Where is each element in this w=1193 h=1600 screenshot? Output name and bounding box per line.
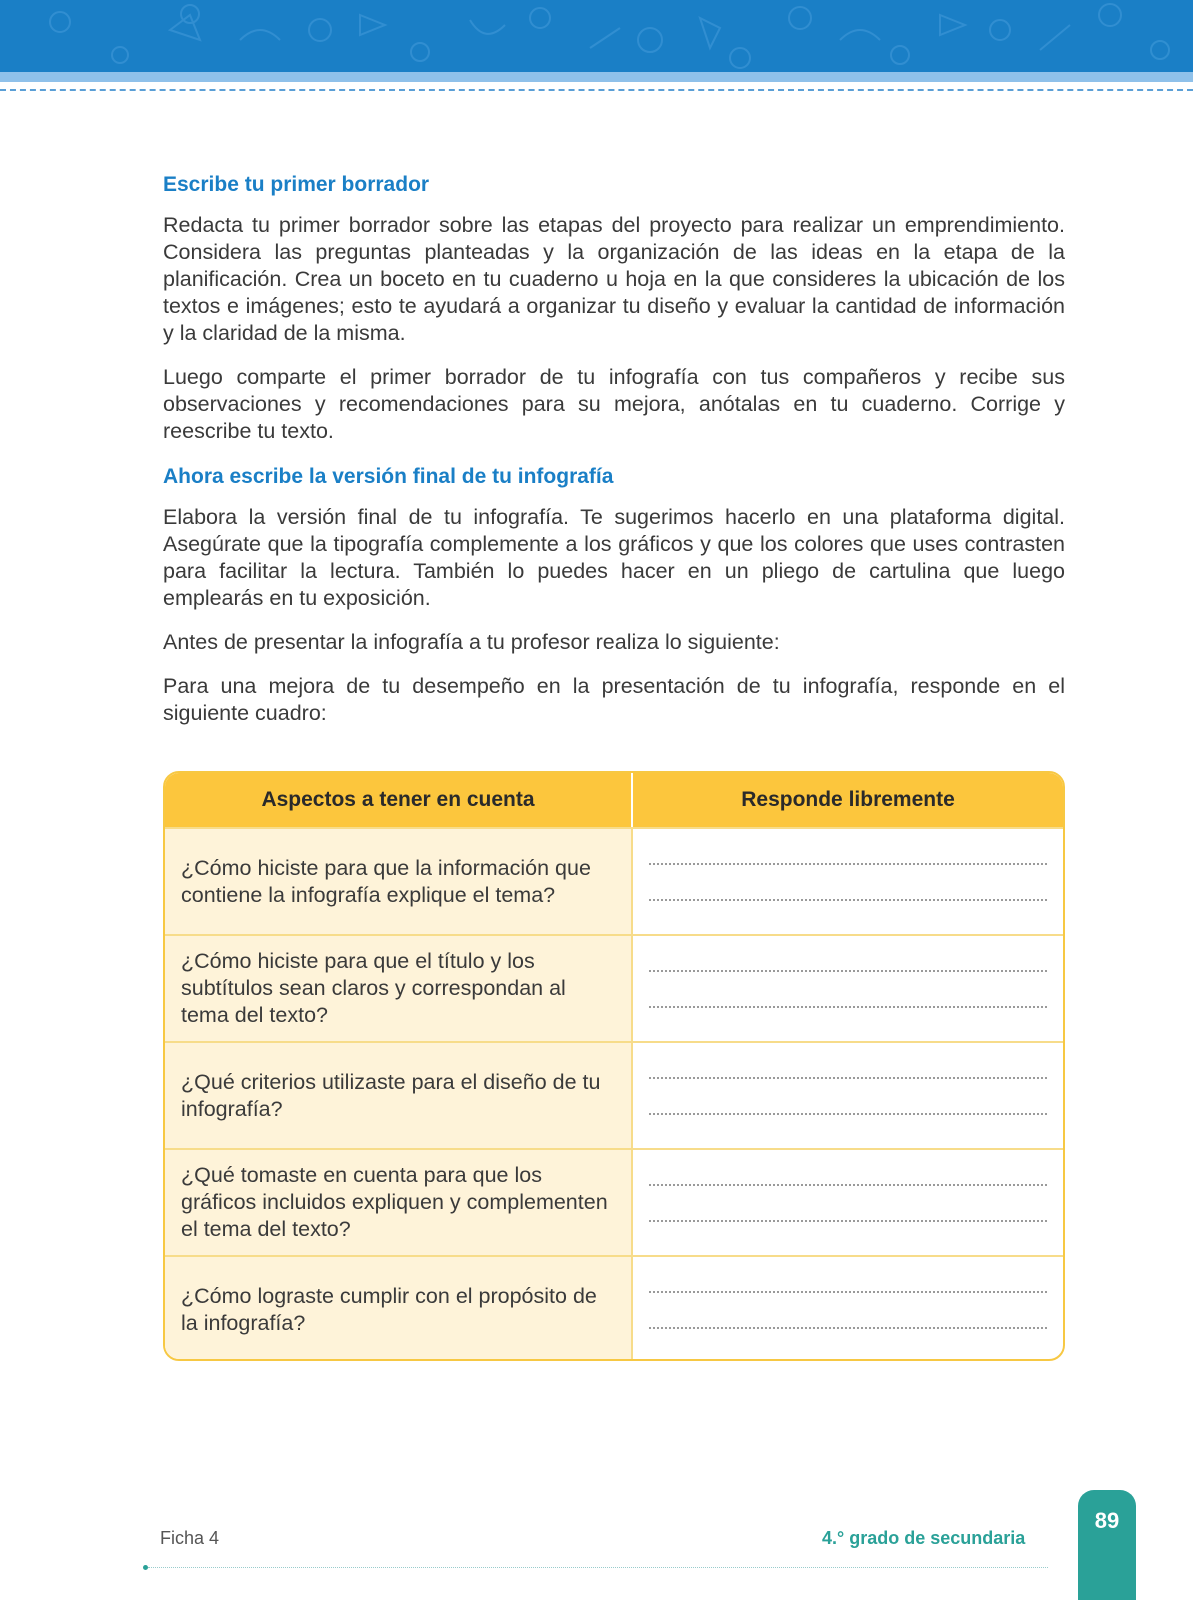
answer-line [649,863,1047,865]
answer-line [649,899,1047,901]
answer-cell[interactable] [633,1257,1063,1361]
footer-divider [148,1567,1048,1568]
answer-line [649,1184,1047,1186]
answer-line [649,1113,1047,1115]
paragraph: Redacta tu primer borrador sobre las etapas del proyecto para realizar un emprendimiento. Considera las preguntas planteadas y la organización de las ideas en la etapa de la planificación. Crea un boceto en tu cuaderno u hoja en la que consideres la ubicación de los textos e imágenes; esto te ayudará a organizar tu diseño y evaluar la cantidad de información y la claridad de la misma. [163,213,1065,345]
main-content [163,170,1065,744]
self-assessment-table [163,771,1065,1361]
header-response: Responde libremente [741,788,955,811]
answer-line [649,1291,1047,1293]
header-aspects: Aspectos a tener en cuenta [165,773,633,827]
table-row [165,827,1063,934]
paragraph: Elabora la versión final de tu infografía. Te sugerimos hacerlo en una plataforma digital. Asegúrate que la tipografía complemente a los gráficos y que los colores que uses contrasten para facilitar la lectura. También lo puedes hacer en un pliego de cartulina que luego emplearás en tu exposición. [163,505,1065,610]
footer-grade-label: 4.° grado de secundaria [822,1528,1026,1548]
paragraph: Luego comparte el primer borrador de tu infografía con tus compañeros y recibe sus observaciones y recomendaciones para su mejora, anótalas en tu cuaderno. Corrige y reescribe tu texto. [163,365,1065,443]
table-header [165,773,1063,827]
paragraph: Antes de presentar la infografía a tu profesor realiza lo siguiente: [163,630,780,654]
section-title-draft: Escribe tu primer borrador [163,173,430,196]
answer-line [649,1077,1047,1079]
question-cell: ¿Qué tomaste en cuenta para que los gráficos incluidos expliquen y complementen el tema del texto? [165,1150,633,1255]
answer-line [649,970,1047,972]
paragraph: Para una mejora de tu desempeño en la presentación de tu infografía, responde en el siguiente cuadro: [163,674,1065,725]
banner-doodles-icon [0,0,1193,72]
answer-cell[interactable] [633,829,1063,934]
question-cell: ¿Cómo hiciste para que el título y los subtítulos sean claros y correspondan al tema del texto? [165,936,633,1041]
table-row [165,934,1063,1041]
answer-line [649,1220,1047,1222]
answer-cell[interactable] [633,1150,1063,1255]
header-divider [0,89,1193,91]
answer-line [649,1006,1047,1008]
question-cell: ¿Cómo lograste cumplir con el propósito de la infografía? [165,1257,633,1361]
answer-cell[interactable] [633,1043,1063,1148]
banner-stripe [0,72,1193,82]
table-row [165,1148,1063,1255]
question-cell: ¿Cómo hiciste para que la información que contiene la infografía explique el tema? [165,829,633,934]
answer-cell[interactable] [633,936,1063,1041]
footer-worksheet-label: Ficha 4 [160,1528,220,1548]
section-title-final: Ahora escribe la versión final de tu infografía [163,465,614,488]
question-cell: ¿Qué criterios utilizaste para el diseño de tu infografía? [165,1043,633,1148]
table-row [165,1255,1063,1361]
page-number: 89 [1078,1490,1136,1600]
answer-line [649,1327,1047,1329]
top-banner [0,0,1193,72]
table-row [165,1041,1063,1148]
